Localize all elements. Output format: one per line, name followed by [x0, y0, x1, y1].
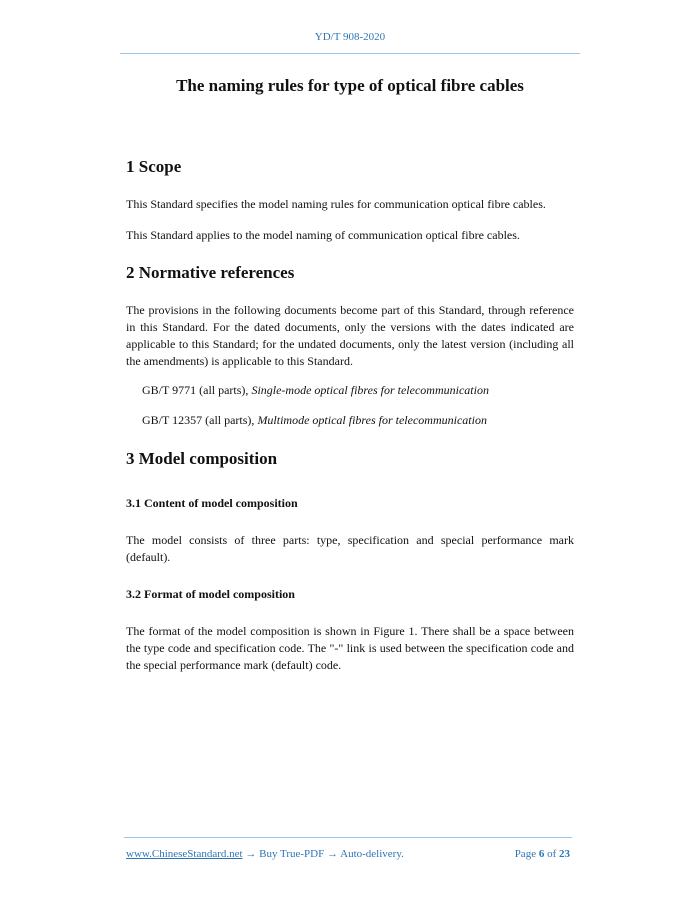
arrow-right-icon: →: [324, 848, 341, 860]
section-3-heading: 3 Model composition: [126, 449, 278, 468]
model-content-paragraph: The model consists of three parts: type, specification and special performance mark (default).: [126, 533, 574, 564]
reference-code: GB/T 9771 (all parts),: [142, 383, 252, 397]
normative-paragraph: The provisions in the following documents become part of this Standard, through reference in this Standard. For the dated documents, only the versions with the dates indicated are applicable to this Standard; for the undated documents, only the latest version (including all the amendments) is applicable to this Standard.: [126, 303, 574, 368]
page-label: Page: [514, 848, 537, 860]
buy-pdf-link[interactable]: Buy True-PDF: [259, 848, 325, 860]
subsection-3-2-heading: 3.2 Format of model composition: [126, 587, 295, 601]
reference-title: Multimode optical fibres for telecommunication: [257, 413, 487, 427]
section-1-heading: 1 Scope: [126, 157, 182, 176]
website-link[interactable]: www.ChineseStandard.net: [126, 848, 243, 860]
page-current: 6: [538, 848, 545, 860]
scope-paragraph-1: This Standard specifies the model naming rules for communication optical fibre cables.: [126, 197, 546, 211]
page-of-label: of: [547, 848, 557, 860]
reference-title: Single-mode optical fibres for telecommunication: [251, 383, 489, 397]
page-indicator: [515, 848, 570, 860]
document-title: The naming rules for type of optical fibre cables: [176, 76, 524, 95]
auto-delivery-text: Auto-delivery.: [340, 848, 404, 860]
header-divider: [120, 53, 580, 54]
footer-links: [126, 848, 404, 860]
subsection-3-1-heading: 3.1 Content of model composition: [126, 496, 298, 510]
model-format-paragraph: The format of the model composition is shown in Figure 1. There shall be a space between the type code and specification code. The "-" link is used between the specification code and the special performance mark (default) code.: [126, 624, 574, 672]
scope-paragraph-2: This Standard applies to the model naming of communication optical fibre cables.: [126, 228, 520, 242]
footer-divider: [124, 837, 572, 838]
arrow-right-icon: →: [242, 848, 260, 860]
reference-code: GB/T 12357 (all parts),: [142, 413, 258, 427]
page-header-doc-code: YD/T 908-2020: [314, 31, 386, 43]
page-total: 23: [559, 848, 570, 860]
reference-item: [142, 413, 487, 428]
reference-item: [142, 383, 489, 398]
section-2-heading: 2 Normative references: [126, 263, 295, 282]
